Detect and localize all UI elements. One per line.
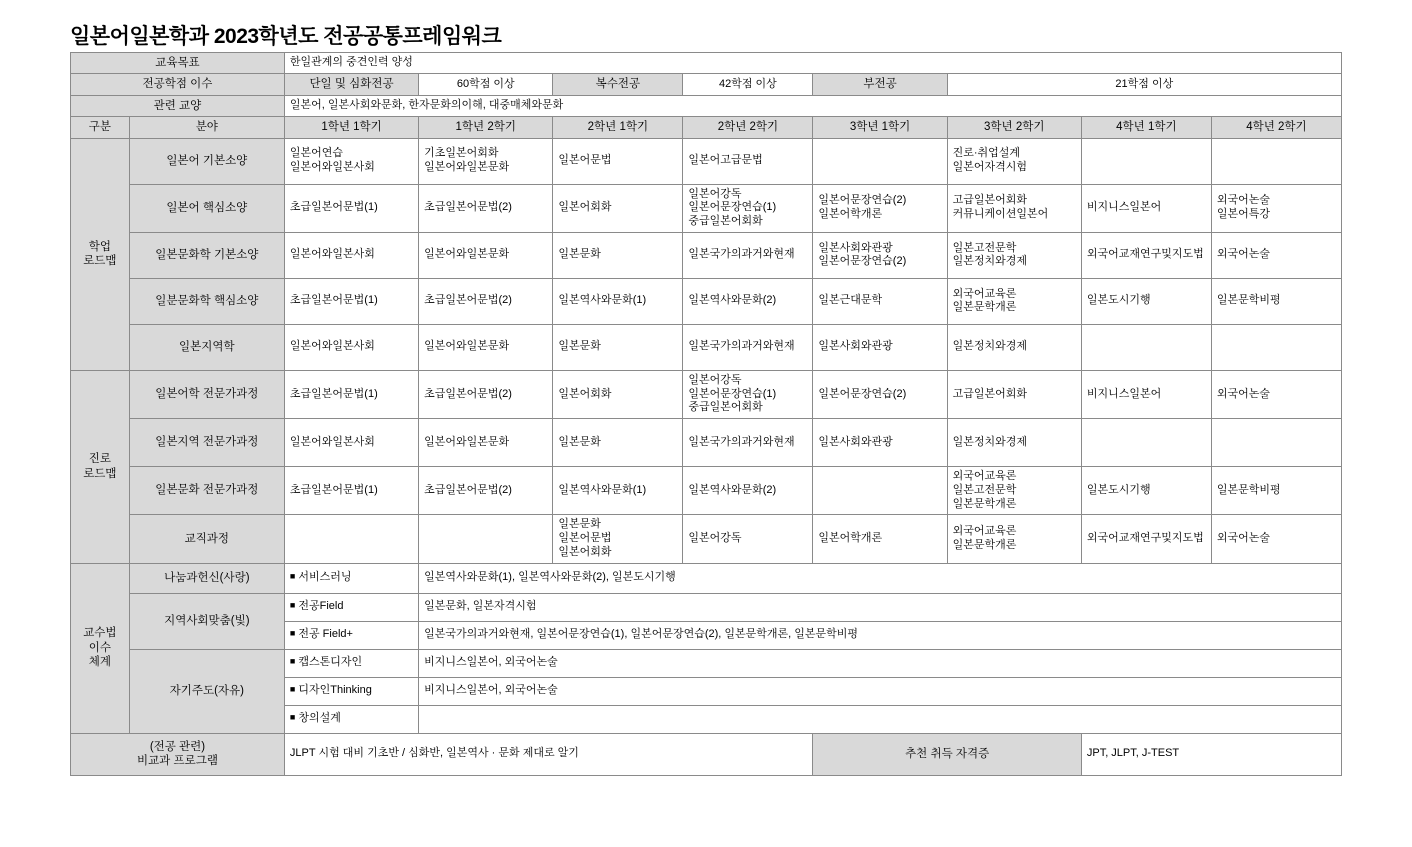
- goal-label: 교육목표: [71, 53, 285, 74]
- course-cell: [1081, 138, 1211, 184]
- course-cell: [813, 184, 947, 232]
- extracurricular-label-line2: 비교과 프로그램: [136, 755, 218, 767]
- course-item: 일본어학개론: [818, 532, 883, 544]
- course-item: 일본어고급문법: [688, 154, 763, 167]
- course-cell: [683, 467, 813, 515]
- course-item: 일본어회화: [558, 201, 612, 214]
- course-item: 일본어회화: [558, 545, 612, 558]
- course-cell: [284, 324, 418, 370]
- table-row: [71, 515, 1342, 563]
- course-item: 일본역사와문화(1): [558, 483, 647, 496]
- course-item: 중급일본어회화: [688, 215, 763, 227]
- course-item: 일본어와일본사회: [289, 340, 375, 353]
- course-cell: [1081, 184, 1211, 232]
- section-label-career: [71, 370, 130, 563]
- course-item: 초급일본어문법(2): [424, 387, 512, 400]
- course-cell: [553, 419, 683, 467]
- credit-type-minor: 부전공: [813, 74, 947, 95]
- col-header-sem-1-2: 1학년 2학기: [419, 117, 553, 138]
- method-name: 전공Field: [298, 600, 344, 613]
- course-cell: [683, 138, 813, 184]
- course-cell: [813, 138, 947, 184]
- table-row-goal: [71, 53, 1342, 74]
- table-row: [71, 138, 1342, 184]
- course-cell: [419, 515, 553, 563]
- course-cell: [1081, 324, 1211, 370]
- course-cell: [813, 324, 947, 370]
- course-cell: [553, 184, 683, 232]
- course-cell: [419, 232, 553, 278]
- table-row: [71, 184, 1342, 232]
- teaching-label-line3: 체계: [88, 656, 111, 669]
- course-item: 일본어문장연습(1): [688, 201, 777, 214]
- course-cell: [419, 467, 553, 515]
- course-cell: [947, 138, 1081, 184]
- course-cell: [813, 419, 947, 467]
- course-cell: [1211, 324, 1341, 370]
- table-row: [71, 419, 1342, 467]
- col-header-division: 구분: [71, 117, 130, 138]
- method-courses: 일본역사와문화(1), 일본역사와문화(2), 일본도시기행: [419, 563, 1342, 593]
- method-label: [284, 649, 418, 677]
- course-cell: [683, 324, 813, 370]
- extracurricular-value: JLPT 시험 대비 기초반 / 심화반, 일본역사 · 문화 제대로 알기: [284, 733, 813, 775]
- course-item: 일본문화: [558, 518, 601, 531]
- course-item: 일본어와일본사회: [289, 248, 375, 261]
- course-item: 일본역사와문화(2): [688, 483, 777, 496]
- course-cell: [419, 324, 553, 370]
- method-label: [284, 677, 418, 705]
- course-cell: [1211, 419, 1341, 467]
- cert-label: 추천 취득 자격증: [813, 733, 1081, 775]
- credit-type-single: 단일 및 심화전공: [284, 74, 418, 95]
- course-cell: [284, 184, 418, 232]
- col-header-sem-2-1: 2학년 1학기: [553, 117, 683, 138]
- bullet-square-icon: ■: [289, 571, 296, 582]
- col-header-sem-3-1: 3학년 1학기: [813, 117, 947, 138]
- course-item: 일본고전문학: [952, 483, 1017, 496]
- field-label: 일본어 기본소양: [129, 138, 284, 184]
- section-label-academic-line1: 학업: [88, 240, 111, 253]
- course-item: 일본역사와문화(1): [558, 294, 647, 307]
- course-item: 외국어교육론: [952, 525, 1017, 538]
- course-item: 일본국가의과거와현재: [688, 248, 795, 261]
- method-courses: [419, 705, 1342, 733]
- col-header-sem-1-1: 1학년 1학기: [284, 117, 418, 138]
- liberal-label: 관련 교양: [71, 95, 285, 116]
- liberal-value: 일본어, 일본사회와문화, 한자문화의이해, 대중매체와문화: [284, 95, 1341, 116]
- course-cell: [1081, 467, 1211, 515]
- course-item: 일본정치와경제: [952, 435, 1028, 448]
- field-label: 일본지역학: [129, 324, 284, 370]
- course-item: 고급일본어회화: [952, 194, 1028, 207]
- method-name: 캡스톤디자인: [298, 656, 363, 669]
- course-cell: [284, 515, 418, 563]
- bullet-square-icon: ■: [289, 628, 296, 639]
- course-item: 일본문학개론: [952, 538, 1017, 551]
- course-item: 초급일본어문법(2): [424, 294, 512, 307]
- table-row: [71, 467, 1342, 515]
- section-label-career-line2: 로드맵: [83, 467, 117, 480]
- course-cell: [947, 232, 1081, 278]
- method-label: [284, 563, 418, 593]
- table-row-liberal: [71, 95, 1342, 116]
- table-row: [71, 324, 1342, 370]
- table-row: [71, 649, 1342, 677]
- col-header-sem-4-1: 4학년 1학기: [1081, 117, 1211, 138]
- course-item: 외국어교재연구및지도법: [1086, 248, 1204, 261]
- course-item: 외국어논술: [1216, 532, 1271, 544]
- course-item: 일본어문법: [558, 532, 612, 544]
- field-label: 일분문화학 핵심소양: [129, 278, 284, 324]
- course-cell: [284, 232, 418, 278]
- bullet-square-icon: ■: [289, 712, 296, 723]
- method-courses: 일본국가의과거와현재, 일본어문장연습(1), 일본어문장연습(2), 일본문학개론, 일본문학비평: [419, 621, 1342, 649]
- course-item: 일본어와일본사회: [289, 161, 375, 173]
- course-item: 일본도시기행: [1086, 483, 1151, 496]
- course-cell: [947, 467, 1081, 515]
- credit-value-single: 60학점 이상: [419, 74, 553, 95]
- cert-value: JPT, JLPT, J-TEST: [1081, 733, 1341, 775]
- course-item: 초급일본어문법(1): [289, 483, 378, 496]
- course-item: 일본근대문학: [818, 294, 883, 307]
- bullet-square-icon: ■: [289, 656, 296, 667]
- course-item: 외국어논술: [1216, 194, 1271, 207]
- course-cell: [1211, 370, 1341, 418]
- method-name: 디자인Thinking: [298, 684, 372, 697]
- course-item: 일본어문장연습(2): [818, 387, 907, 400]
- course-item: 일본문화: [558, 248, 601, 261]
- course-cell: [813, 467, 947, 515]
- course-item: 일본어문장연습(2): [818, 255, 907, 268]
- method-name: 서비스러닝: [298, 571, 352, 584]
- course-item: 일본어문법: [558, 154, 612, 167]
- table-row: [71, 232, 1342, 278]
- course-item: 일본어와일본문화: [424, 161, 510, 173]
- course-cell: [284, 467, 418, 515]
- course-item: 일본어강독: [688, 373, 742, 386]
- course-item: 외국어논술: [1216, 387, 1271, 400]
- method-label: [284, 705, 418, 733]
- table-row: [71, 370, 1342, 418]
- course-item: 일본어특강: [1216, 208, 1271, 221]
- course-item: 일본어와일본문화: [424, 248, 510, 261]
- course-cell: [947, 419, 1081, 467]
- course-cell: [1211, 138, 1341, 184]
- course-item: 일본문학비평: [1216, 483, 1281, 496]
- table-header-row: [71, 117, 1342, 138]
- course-item: 일본사회와관광: [818, 435, 893, 448]
- course-item: 일본정치와경제: [952, 340, 1028, 353]
- course-cell: [553, 278, 683, 324]
- course-item: 외국어교육론: [952, 470, 1017, 482]
- course-cell: [813, 278, 947, 324]
- credit-type-double: 복수전공: [553, 74, 683, 95]
- course-cell: [1211, 184, 1341, 232]
- course-cell: [553, 370, 683, 418]
- course-cell: [947, 324, 1081, 370]
- course-cell: [553, 138, 683, 184]
- section-label-teaching: [71, 563, 130, 733]
- method-label: [284, 621, 418, 649]
- method-courses: 일본문화, 일본자격시험: [419, 593, 1342, 621]
- course-item: 일본어회화: [558, 387, 612, 400]
- course-cell: [813, 232, 947, 278]
- table-row-credits: [71, 74, 1342, 95]
- method-name: 창의설계: [298, 712, 341, 725]
- extracurricular-label-line1: (전공 관련): [149, 740, 206, 753]
- extracurricular-label: [71, 733, 285, 775]
- section-label-academic: [71, 138, 130, 370]
- course-cell: [419, 370, 553, 418]
- course-item: 일본어강독: [688, 532, 742, 544]
- course-cell: [553, 467, 683, 515]
- bullet-square-icon: ■: [289, 684, 296, 695]
- competency-label: 자기주도(자유): [129, 649, 284, 733]
- course-item: 일본어문장연습(2): [818, 194, 907, 207]
- course-item: 고급일본어회화: [952, 387, 1028, 400]
- field-label: 일본어학 전문가과정: [129, 370, 284, 418]
- course-item: 일본어와일본문화: [424, 340, 510, 353]
- course-cell: [284, 278, 418, 324]
- course-item: 초급일본어문법(2): [424, 483, 512, 496]
- course-item: 비지니스일본어: [1086, 387, 1162, 400]
- course-cell: [1211, 278, 1341, 324]
- table-row-extracurricular: [71, 733, 1342, 775]
- method-courses: 비지니스일본어, 외국어논술: [419, 649, 1342, 677]
- course-item: 일본어강독: [688, 187, 742, 200]
- col-header-sem-2-2: 2학년 2학기: [683, 117, 813, 138]
- table-row: [71, 593, 1342, 621]
- course-item: 일본국가의과거와현재: [688, 435, 795, 448]
- course-cell: [683, 232, 813, 278]
- col-header-sem-4-2: 4학년 2학기: [1211, 117, 1341, 138]
- course-cell: [1211, 467, 1341, 515]
- field-label: 교직과정: [129, 515, 284, 563]
- course-item: 일본문학개론: [952, 301, 1017, 314]
- course-item: 일본어연습: [289, 147, 344, 160]
- course-cell: [553, 232, 683, 278]
- course-cell: [284, 370, 418, 418]
- course-cell: [419, 419, 553, 467]
- course-item: 일본어학개론: [818, 208, 883, 221]
- course-item: 외국어교재연구및지도법: [1086, 532, 1204, 544]
- credit-value-minor: 21학점 이상: [947, 74, 1341, 95]
- course-cell: [1211, 515, 1341, 563]
- course-cell: [553, 515, 683, 563]
- course-cell: [683, 184, 813, 232]
- method-label: [284, 593, 418, 621]
- teaching-label-line2: 이수: [88, 641, 111, 654]
- credit-value-double: 42학점 이상: [683, 74, 813, 95]
- course-cell: [947, 370, 1081, 418]
- course-cell: [1081, 278, 1211, 324]
- major-framework-table: [70, 52, 1342, 776]
- course-item: 커뮤니케이션일본어: [952, 208, 1049, 221]
- course-cell: [683, 419, 813, 467]
- method-name: 전공 Field+: [298, 628, 353, 641]
- course-item: 일본문학개론: [952, 497, 1017, 510]
- course-item: 일본국가의과거와현재: [688, 340, 795, 353]
- section-label-career-line1: 진로: [88, 453, 111, 466]
- course-item: 외국어논술: [1216, 248, 1271, 261]
- course-item: 초급일본어문법(1): [289, 201, 378, 214]
- course-cell: [419, 138, 553, 184]
- course-cell: [419, 184, 553, 232]
- course-item: 일본어문장연습(1): [688, 387, 777, 400]
- course-item: 초급일본어문법(1): [289, 294, 378, 307]
- course-item: 일본고전문학: [952, 241, 1017, 254]
- course-item: 일본문학비평: [1216, 294, 1281, 307]
- course-cell: [683, 370, 813, 418]
- course-item: 일본역사와문화(2): [688, 294, 777, 307]
- course-item: 일본사회와관광: [818, 241, 893, 254]
- section-label-academic-line2: 로드맵: [83, 255, 117, 268]
- teaching-label-line1: 교수법: [83, 627, 117, 640]
- table-row: [71, 563, 1342, 593]
- competency-label: 지역사회맞춤(빛): [129, 593, 284, 649]
- course-cell: [683, 515, 813, 563]
- col-header-sem-3-2: 3학년 2학기: [947, 117, 1081, 138]
- course-cell: [813, 370, 947, 418]
- course-item: 일본사회와관광: [818, 340, 893, 353]
- course-cell: [1211, 232, 1341, 278]
- course-item: 비지니스일본어: [1086, 201, 1162, 214]
- field-label: 일본문화 전문가과정: [129, 467, 284, 515]
- course-item: 일본어자격시험: [952, 161, 1028, 173]
- course-item: 일본어와일본사회: [289, 435, 375, 448]
- course-item: 중급일본어회화: [688, 401, 763, 414]
- table-row: [71, 278, 1342, 324]
- field-label: 일본어 핵심소양: [129, 184, 284, 232]
- course-item: 일본문화: [558, 340, 601, 353]
- course-cell: [284, 138, 418, 184]
- method-courses: 비지니스일본어, 외국어논술: [419, 677, 1342, 705]
- course-cell: [553, 324, 683, 370]
- course-item: 초급일본어문법(2): [424, 201, 512, 214]
- course-cell: [419, 278, 553, 324]
- course-cell: [284, 419, 418, 467]
- course-cell: [683, 278, 813, 324]
- course-item: 진로·취업설계: [952, 147, 1021, 160]
- col-header-field: 분야: [129, 117, 284, 138]
- course-cell: [1081, 515, 1211, 563]
- course-cell: [947, 278, 1081, 324]
- bullet-square-icon: ■: [289, 600, 296, 611]
- course-item: 외국어교육론: [952, 287, 1017, 300]
- course-item: 일본도시기행: [1086, 294, 1151, 307]
- course-cell: [947, 515, 1081, 563]
- goal-value: 한일관계의 중견인력 양성: [284, 53, 1341, 74]
- course-cell: [1081, 232, 1211, 278]
- course-cell: [813, 515, 947, 563]
- course-cell: [1081, 370, 1211, 418]
- field-label: 일본지역 전문가과정: [129, 419, 284, 467]
- page-title: 일본어일본학과 2023학년도 전공공통프레임워크: [70, 25, 502, 48]
- course-item: 기초일본어회화: [424, 147, 499, 160]
- course-item: 일본정치와경제: [952, 255, 1028, 268]
- course-cell: [1081, 419, 1211, 467]
- course-item: 일본문화: [558, 435, 601, 448]
- course-item: 일본어와일본문화: [424, 435, 510, 448]
- competency-label: 나눔과헌신(사랑): [129, 563, 284, 593]
- course-item: 초급일본어문법(1): [289, 387, 378, 400]
- field-label: 일본문화학 기본소양: [129, 232, 284, 278]
- credits-label: 전공학점 이수: [71, 74, 285, 95]
- course-cell: [947, 184, 1081, 232]
